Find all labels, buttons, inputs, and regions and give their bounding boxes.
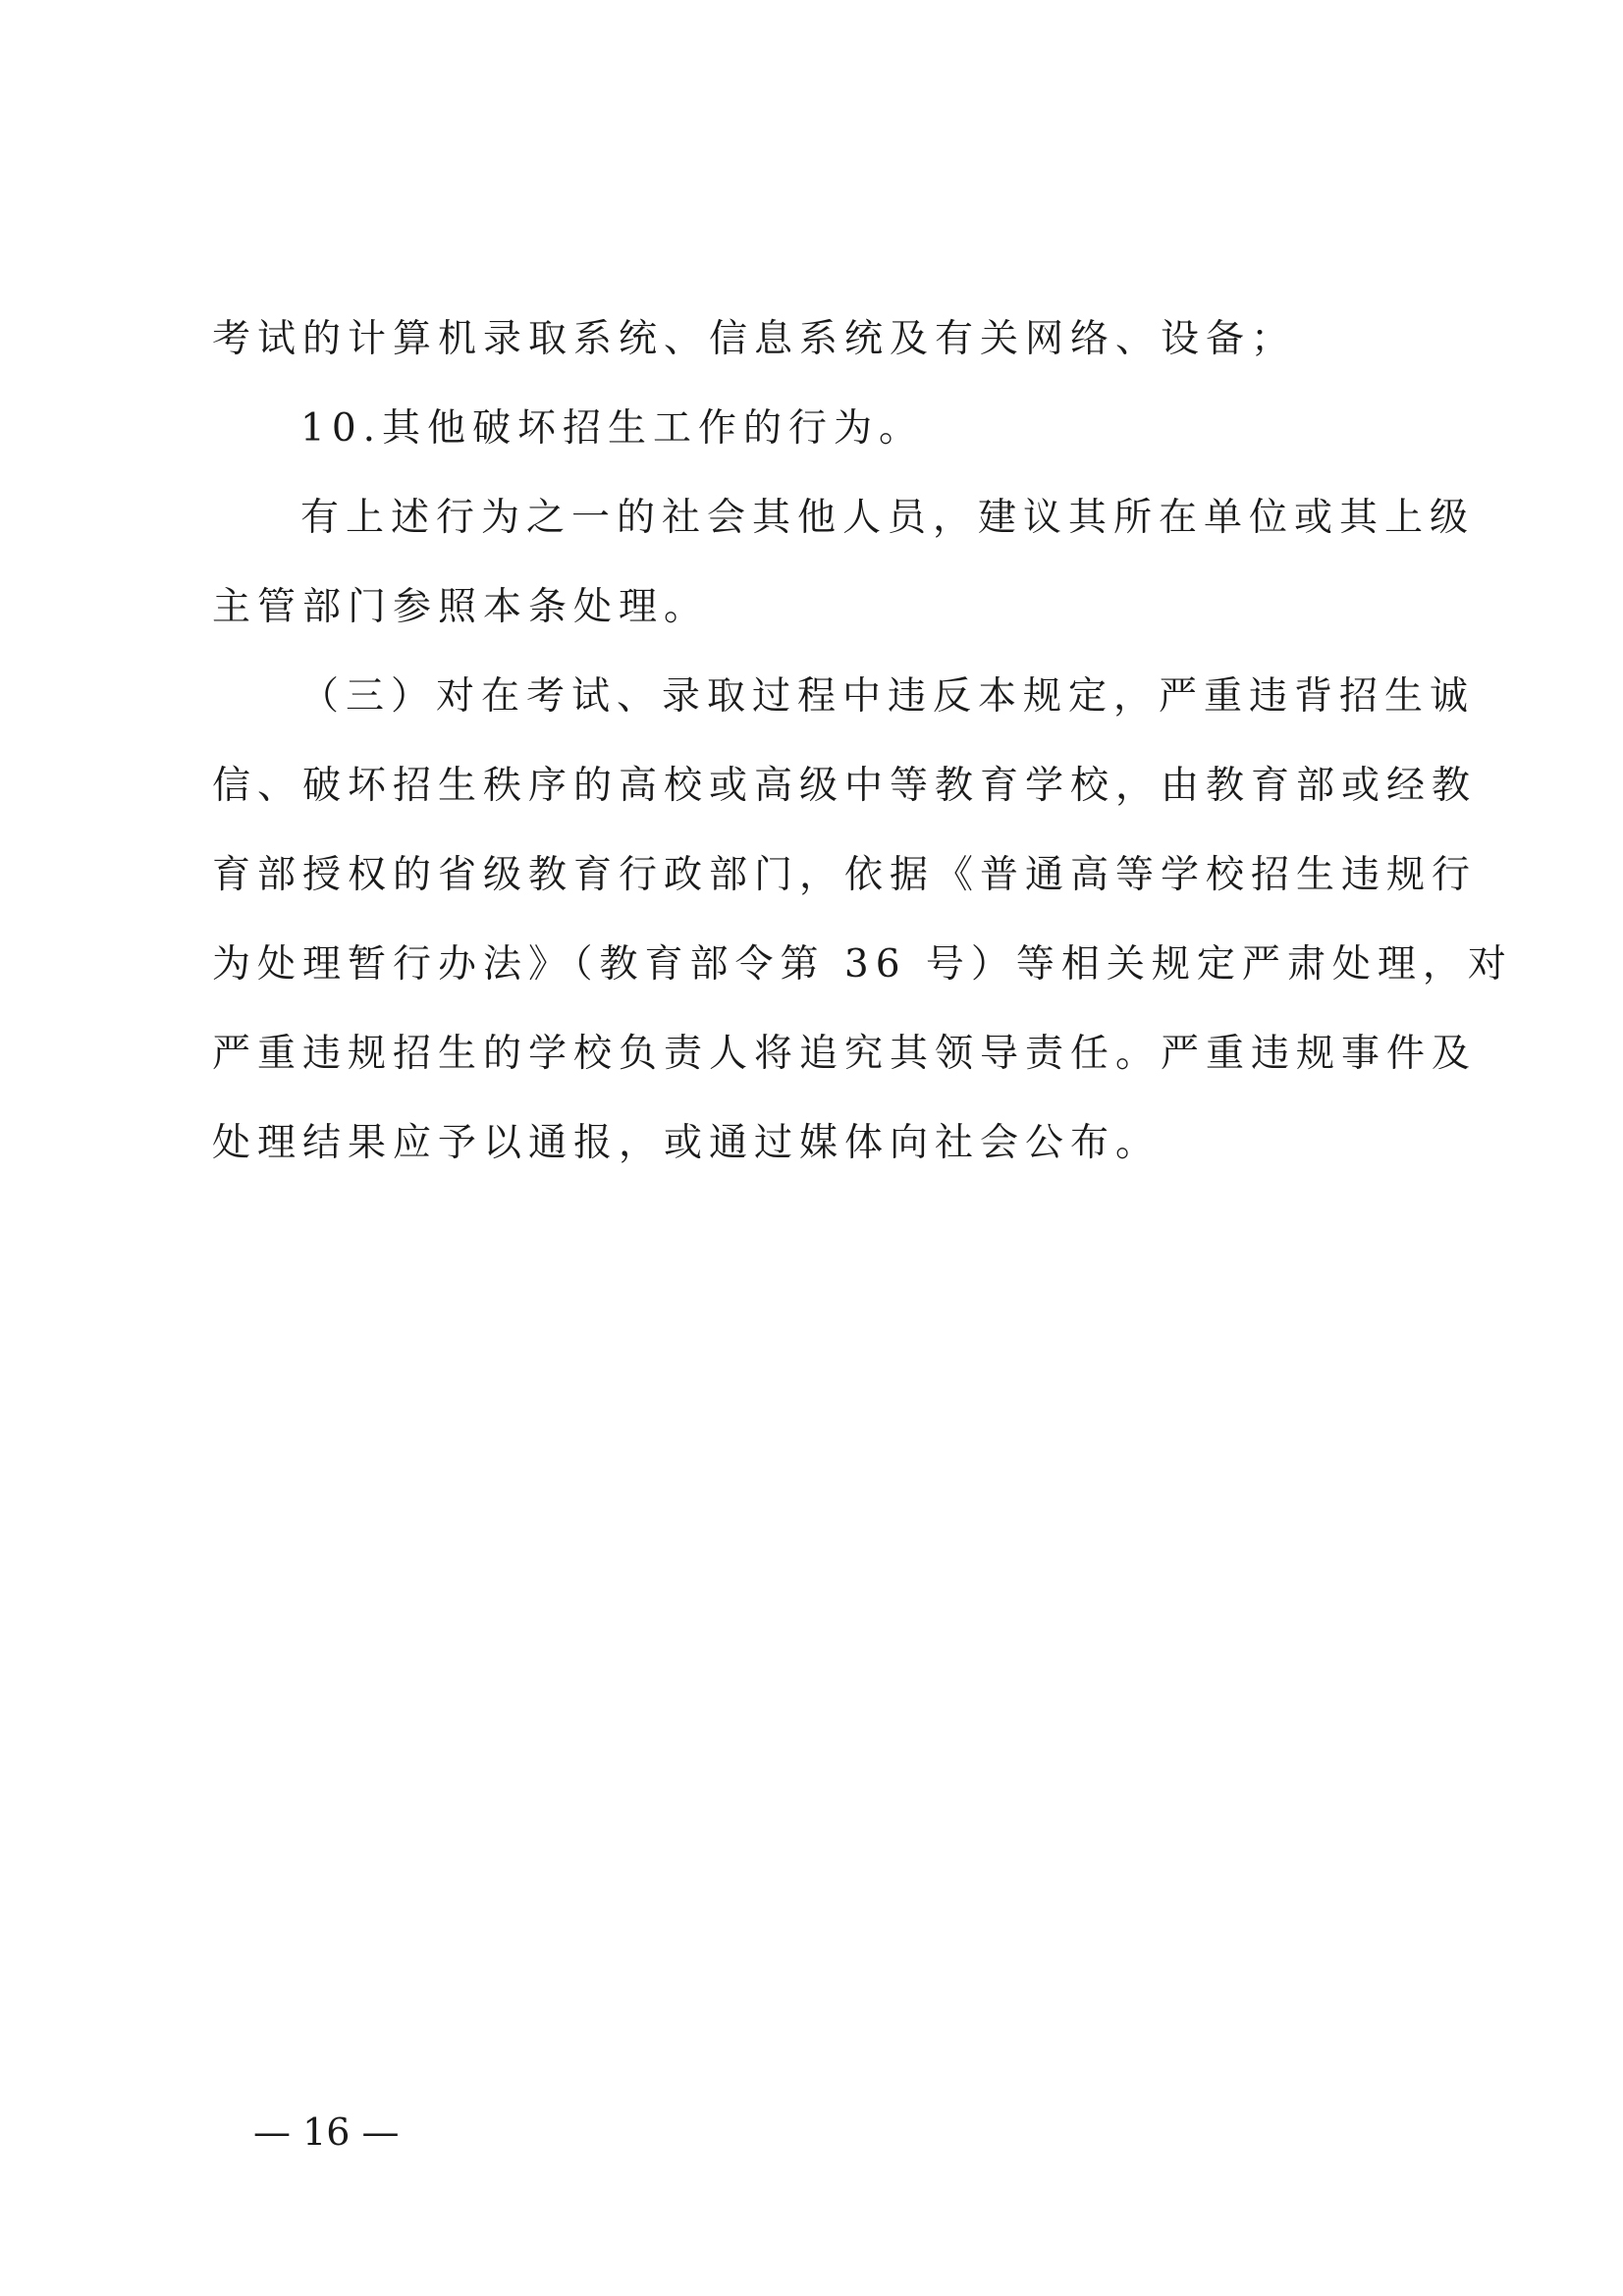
text-line: 信、破坏招生秩序的高校或高级中等教育学校，由教育部或经教 bbox=[212, 764, 1478, 808]
text-line: 严重违规招生的学校负责人将追究其领导责任。严重违规事件及 bbox=[212, 1032, 1478, 1076]
body-text bbox=[212, 294, 1513, 1188]
text-line: 处理结果应予以通报，或通过媒体向社会公布。 bbox=[212, 1121, 1162, 1165]
text-line: 有上述行为之一的社会其他人员，建议其所在单位或其上级 bbox=[300, 496, 1476, 540]
text-line: 10.其他破坏招生工作的行为。 bbox=[300, 406, 925, 451]
page-number: — 16 — bbox=[253, 2110, 400, 2154]
text-line: 为处理暂行办法》（教育部令第 36 号）等相关规定严肃处理，对 bbox=[212, 942, 1513, 987]
text-line: （三）对在考试、录取过程中违反本规定，严重违背招生诚 bbox=[300, 674, 1476, 719]
text-line: 主管部门参照本条处理。 bbox=[212, 585, 710, 629]
text-line: 考试的计算机录取系统、信息系统及有关网络、设备； bbox=[212, 317, 1297, 361]
text-line: 育部授权的省级教育行政部门，依据《普通高等学校招生违规行 bbox=[212, 853, 1478, 897]
